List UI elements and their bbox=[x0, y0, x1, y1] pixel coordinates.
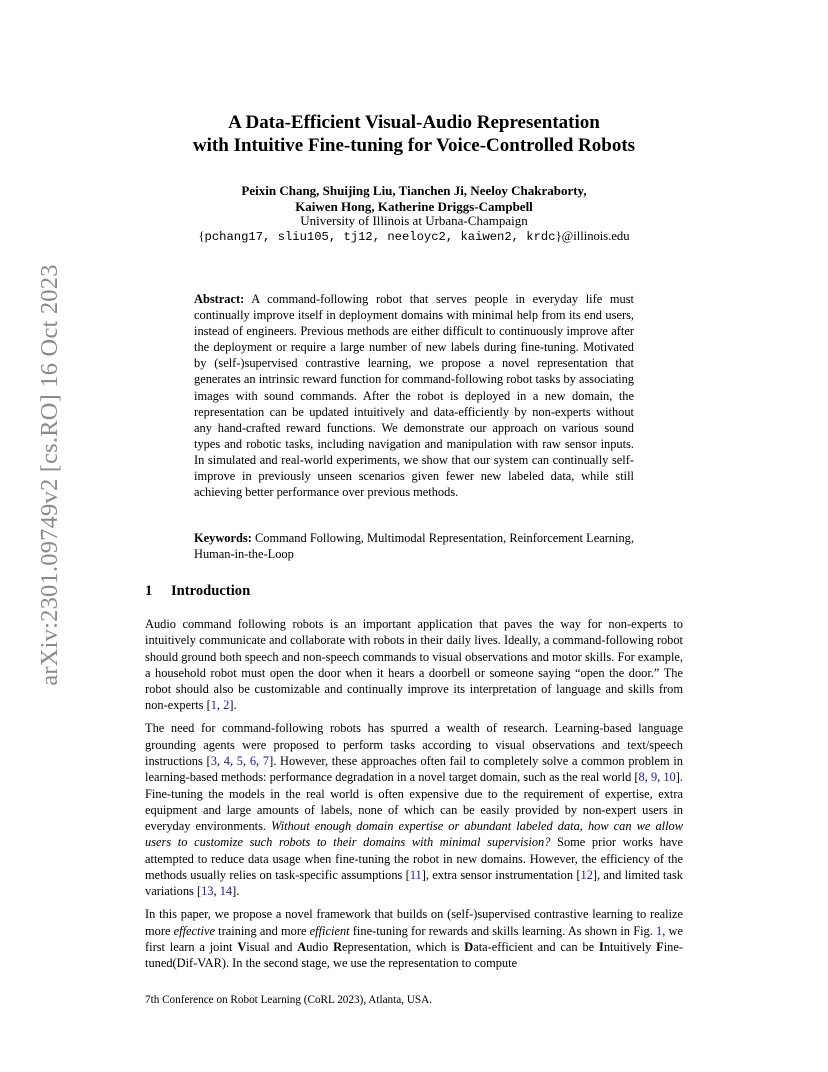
paragraph-2-end: ]. bbox=[232, 884, 240, 899]
keywords-label: Keywords: bbox=[194, 531, 252, 545]
acronym-letter: I bbox=[598, 939, 604, 954]
acronym-letter: V bbox=[237, 939, 247, 954]
paragraph-3-text: epresentation, which is bbox=[342, 939, 465, 954]
arxiv-identifier: arXiv:2301.09749v2 [cs.RO] 16 Oct 2023 bbox=[36, 264, 63, 686]
keywords bbox=[194, 530, 634, 562]
section-number: 1 bbox=[145, 583, 153, 599]
paragraph-3-text: ata-efficient and can be bbox=[473, 939, 599, 954]
emails-domain: @illinois.edu bbox=[561, 229, 630, 243]
paragraph-2-text: Some prior works have attempted to reduce data usage when fine-tuning the robot in new domains. However, the efficiency of the methods usually relies on task-specific assumptions [ bbox=[145, 835, 683, 883]
paragraph-3-text: ine-tuned(Dif-VAR). In the second stage, we use the representation to compute bbox=[145, 939, 683, 971]
conference-footer: 7th Conference on Robot Learning (CoRL 2023), Atlanta, USA. bbox=[145, 994, 432, 1006]
citation-separator: , bbox=[216, 698, 224, 713]
paragraph-2-text: ], and limited task variations [ bbox=[145, 868, 683, 899]
title-line-1: A Data-Efficient Visual-Audio Representation bbox=[228, 112, 600, 133]
citation-5[interactable]: 5 bbox=[236, 753, 243, 768]
section-title: Introduction bbox=[171, 583, 251, 599]
acronym-letter: D bbox=[464, 939, 474, 954]
title-line-2: with Intuitive Fine-tuning for Voice-Controlled Robots bbox=[192, 135, 636, 156]
paragraph-2-question: Without enough domain expertise or abundant labeled data, how can we allow users to customize such robots to their domains with minimal supervision? bbox=[145, 819, 683, 850]
arxiv-watermark bbox=[0, 0, 110, 1072]
paragraph-1 bbox=[145, 616, 683, 714]
acronym-letter: F bbox=[656, 939, 664, 954]
emails-list: pchang17, sliu105, tj12, neeloyc2, kaiwen2, krdc bbox=[204, 230, 556, 244]
abstract-label: Abstract: bbox=[194, 292, 245, 306]
paragraph-3-text: fine-tuning for rewards and skills learning. As shown in Fig. bbox=[349, 923, 657, 938]
section-heading-introduction bbox=[145, 582, 250, 600]
citation-9[interactable]: 9 bbox=[650, 770, 658, 785]
paragraph-3-text: ntuitively bbox=[603, 939, 657, 954]
affiliation: University of Illinois at Urbana-Champaign bbox=[300, 213, 528, 228]
citation-14[interactable]: 14 bbox=[219, 884, 233, 899]
citation-13[interactable]: 13 bbox=[201, 884, 214, 899]
emails-open-brace: { bbox=[198, 229, 205, 243]
paragraph-3-text: training and more bbox=[214, 923, 310, 938]
authors-line-1: Peixin Chang, Shuijing Liu, Tianchen Ji, Neeloy Chakraborty, bbox=[241, 183, 587, 198]
citation-6[interactable]: 6 bbox=[249, 753, 257, 768]
abstract bbox=[194, 291, 634, 500]
author-emails bbox=[140, 229, 688, 245]
paragraph-3-text: In this paper, we propose a novel framework that builds on (self-)supervised contrastive learning to realize more bbox=[145, 907, 683, 938]
paragraph-3 bbox=[145, 906, 683, 971]
paragraph-3-text: isual and bbox=[246, 939, 298, 954]
abstract-text: A command-following robot that serves people in everyday life must continually improve itself in deployment domains with minimal help from its end users, instead of engineers. Previous methods are either difficult to continuously improve after the deployment or require a large number of new labels during fine-tuning. Motivated by (self-)supervised contrastive learning, we propose a novel representation that generates an intrinsic reward function for command-following robot tasks by associating images with sound commands. After the robot is deployed in a new domain, the representation can be updated intuitively and data-efficiently by non-experts without any hand-crafted reward functions. We demonstrate our approach on various sound types and robotic tasks, including navigation and manipulation with raw sensor inputs. In simulated and real-world experiments, we show that our system can continually self-improve in previously unseen scenarios given fewer new labeled data, while still achieving better performance over previous methods. bbox=[194, 292, 634, 500]
introduction-body bbox=[145, 616, 683, 978]
paragraph-3-text: , we first learn a joint bbox=[145, 923, 683, 954]
paper-title bbox=[140, 111, 688, 157]
paragraph-2: The need for command-following robots has spurred a wealth of research. Learning-based language grounding agents were proposed to perform tasks according to visual observations and text/speech instructions [3, 4, 5, 6, 7]. However, these approaches often fail to completely solve a common problem in learning-based methods: performance degradation in a novel target domain, such as the real world [8, 9, 10]. Fine-tuning the models in the real world is often expensive due to the requirement of expertise, extra equipment and large amounts of labels, none of which can be easily provided by non-expert users in everyday environments. Without enough domain expertise or abundant labeled data, how can we allow users to customize such robots to their domains with minimal supervision? Some prior works have attempted to reduce data usage when fine-tuning the robot in new domains. However, the efficiency of the methods usually relies on task-specific assumptions [11], extra sensor instrumentation [12], and limited task variations [13, 14]. bbox=[145, 721, 683, 899]
citation-8[interactable]: 8 bbox=[638, 770, 645, 785]
acronym-letter: A bbox=[297, 939, 307, 954]
citation-7[interactable]: 7 bbox=[262, 753, 270, 768]
keywords-text: Command Following, Multimodal Representation, Reinforcement Learning, Human-in-the-Loop bbox=[194, 531, 634, 562]
citation-11[interactable]: 11 bbox=[409, 868, 422, 883]
emphasis-efficient: efficient bbox=[309, 923, 350, 938]
authors-line-2: Kaiwen Hong, Katherine Driggs-Campbell bbox=[295, 198, 533, 214]
citation-2[interactable]: 2 bbox=[223, 698, 230, 713]
paragraph-3-text: udio bbox=[306, 939, 334, 954]
paragraph-1-end: ]. bbox=[229, 698, 237, 713]
paragraph-2-text: The need for command-following robots has spurred a wealth of research. Learning-based language grounding agents were proposed to perform tasks according to visual observations and text/speech instructions [ bbox=[145, 721, 683, 768]
author-list bbox=[140, 183, 688, 214]
acronym-letter: R bbox=[333, 939, 343, 954]
emails-close-brace: } bbox=[555, 229, 562, 243]
paragraph-2-text: ], extra sensor instrumentation [ bbox=[421, 868, 581, 883]
citation-4[interactable]: 4 bbox=[223, 753, 230, 768]
citation-10[interactable]: 10 bbox=[663, 770, 676, 785]
emphasis-effective: effective bbox=[173, 923, 215, 938]
paragraph-2-text: ]. However, these approaches often fail to completely solve a common problem in learning-based methods: performance degradation in a novel target domain, such as the real world [ bbox=[145, 753, 683, 785]
paragraph-1-text: Audio command following robots is an important application that paves the way for non-experts to intuitively communicate and collaborate with robots in their daily lives. Ideally, a command-following robot should ground both speech and non-speech commands to visual observations and motor skills. For example, a household robot must open the door when it hears a doorbell or someone saying “open the door.” The robot should also be customizable and continually improve its interpretation of language and skills from non-experts [ bbox=[145, 617, 683, 713]
citation-12[interactable]: 12 bbox=[580, 868, 593, 883]
citation-3[interactable]: 3 bbox=[210, 753, 217, 768]
paragraph-2-text: ]. Fine-tuning the models in the real world is often expensive due to the requirement of expertise, extra equipment and large amounts of labels, none of which can be easily provided by non-expert users in everyday environments. bbox=[145, 770, 683, 834]
figure-1-reference[interactable]: 1 bbox=[656, 923, 663, 938]
citation-1[interactable]: 1 bbox=[210, 698, 217, 713]
